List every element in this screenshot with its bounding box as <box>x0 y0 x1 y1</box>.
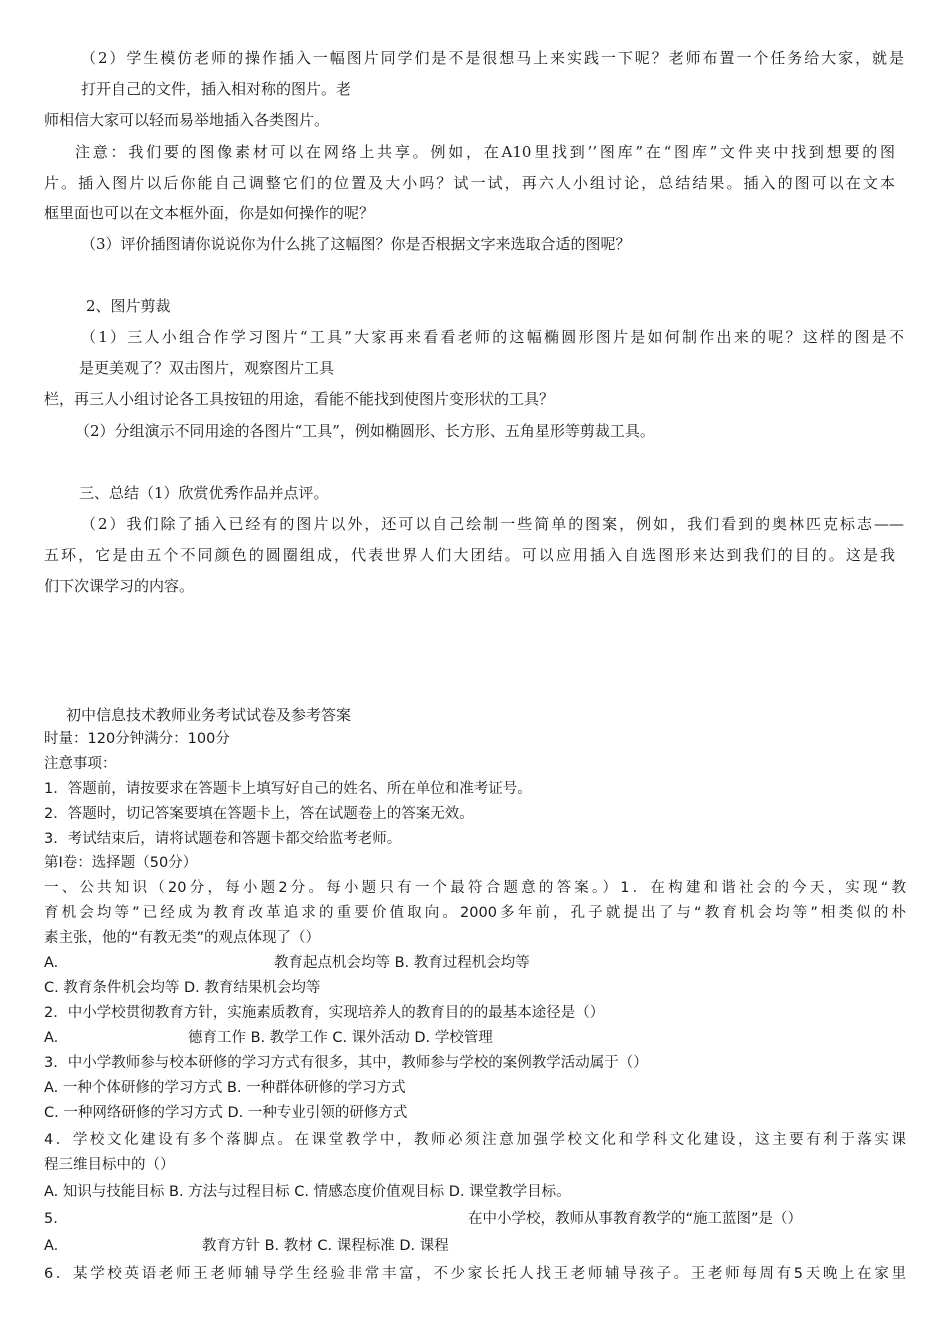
question-3: 3．中小学教师参与校本研修的学习方式有很多，其中，教师参与学校的案例教学活动属于（） <box>44 1055 648 1071</box>
exam-title: 初中信息技术教师业务考试试卷及参考答案 <box>66 706 352 724</box>
question-1-line-3: 素主张，他的“有教无类”的观点体现了（） <box>44 930 321 946</box>
lesson-paragraph-3: （3）评价插图请你说说你为什么挑了这幅图？你是否根据文字来选取合适的图呢？ <box>81 235 631 253</box>
question-5-options: 教育方针 B. 教材 C. 课程标准 D. 课程 <box>202 1238 449 1254</box>
notice-item-1: 1．答题前，请按要求在答题卡上填写好自己的姓名、所在单位和准考证号。 <box>44 781 532 797</box>
question-1-line-2: 育机会均等”已经成为教育改革追求的重要价值取向。2000多年前，孔子就提出了与“教育机会均等”相类似的朴 <box>44 905 906 921</box>
summary-heading: 三、总结（1）欣赏优秀作品并点评。 <box>79 484 329 502</box>
question-2-options: 德育工作 B. 教学工作 C. 课外活动 D. 学校管理 <box>188 1030 493 1046</box>
question-5-option-label: A. <box>44 1238 59 1254</box>
question-1-line-1: 一、公共知识（20分，每小题2分。每小题只有一个最符合题意的答案。）1．在构建和谐社会的今天，实现“教 <box>44 880 906 896</box>
summary-paragraph-line-1: （2）我们除了插入已经有的图片以外，还可以自己绘制一些简单的图案，例如，我们看到的奥林匹克标志—— <box>81 515 904 533</box>
summary-paragraph-line-2: 五环，它是由五个不同颜色的圆圈组成，代表世界人们大团结。可以应用插入自选图形来达到我们的目的。这是我 <box>44 546 895 564</box>
question-4-line-2: 程三维目标中的（） <box>44 1157 175 1173</box>
crop-paragraph-1-line-3: 栏，再三人小组讨论各工具按钮的用途，看能不能找到使图片变形状的工具？ <box>44 390 555 408</box>
question-5-text: 在中小学校，教师从事教育教学的“施工蓝图”是（） <box>468 1211 803 1227</box>
lesson-note-line-1: 注意：我们要的图像素材可以在网络上共享。例如，在A10里找到’’图库”在“图库”文件夹中找到想要的图 <box>75 143 895 161</box>
crop-paragraph-1-line-1: （1）三人小组合作学习图片“工具”大家再来看看老师的这幅椭圆形图片是如何制作出来的呢？这样的图是不 <box>81 328 904 346</box>
lesson-paragraph-2-line-1: （2）学生模仿老师的操作插入一幅图片同学们是不是很想马上来实践一下呢？老师布置一个任务给大家，就是 <box>81 49 904 67</box>
notice-heading: 注意事项： <box>44 756 117 772</box>
question-1-options-ab: 教育起点机会均等 B. 教育过程机会均等 <box>274 955 530 971</box>
question-6-line-1: 6．某学校英语老师王老师辅导学生经验非常丰富，不少家长托人找王老师辅导孩子。王老师每周有5天晚上在家里 <box>44 1266 906 1282</box>
question-5-number: 5. <box>44 1211 58 1227</box>
question-4-line-1: 4．学校文化建设有多个落脚点。在课堂教学中，教师必须注意加强学校文化和学科文化建设，这主要有利于落实课 <box>44 1132 906 1148</box>
part-one-heading: 第Ⅰ卷：选择题（50分） <box>44 855 198 871</box>
crop-paragraph-2: （2）分组演示不同用途的各图片“工具”，例如椭圆形、长方形、五角星形等剪裁工具。 <box>75 422 655 440</box>
question-4-options: A. 知识与技能目标 B. 方法与过程目标 C. 情感态度价值观目标 D. 课堂教学目标。 <box>44 1184 571 1200</box>
exam-time: 时量：120分钟满分：100分 <box>44 731 230 747</box>
section-heading-image-crop: 2、图片剪裁 <box>86 297 171 315</box>
question-1-option-label: A. <box>44 955 59 971</box>
crop-paragraph-1-line-2: 是更美观了？双击图片，观察图片工具 <box>79 359 335 377</box>
lesson-paragraph-2-line-2: 打开自己的文件，插入相对称的图片。老 <box>81 80 352 98</box>
lesson-paragraph-2-line-3: 师相信大家可以轻而易举地插入各类图片。 <box>44 111 330 129</box>
summary-paragraph-line-3: 们下次课学习的内容。 <box>44 577 195 595</box>
notice-item-2: 2．答题时，切记答案要填在答题卡上，答在试题卷上的答案无效。 <box>44 806 474 822</box>
question-2-option-label: A. <box>44 1030 59 1046</box>
question-3-options-ab: A. 一种个体研修的学习方式 B. 一种群体研修的学习方式 <box>44 1080 406 1096</box>
question-2: 2．中小学校贯彻教育方针，实施素质教育，实现培养人的教育目的的最基本途径是（） <box>44 1005 605 1021</box>
notice-item-3: 3．考试结束后，请将试题卷和答题卡都交给监考老师。 <box>44 831 402 847</box>
lesson-note-line-2: 片。插入图片以后你能自己调整它们的位置及大小吗？试一试，再六人小组讨论，总结结果。插入的图可以在文本 <box>44 174 895 192</box>
question-1-options-cd: C. 教育条件机会均等 D. 教育结果机会均等 <box>44 980 321 996</box>
lesson-note-line-3: 框里面也可以在文本框外面，你是如何操作的呢？ <box>44 204 375 222</box>
question-3-options-cd: C. 一种网络研修的学习方式 D. 一种专业引领的研修方式 <box>44 1105 408 1121</box>
